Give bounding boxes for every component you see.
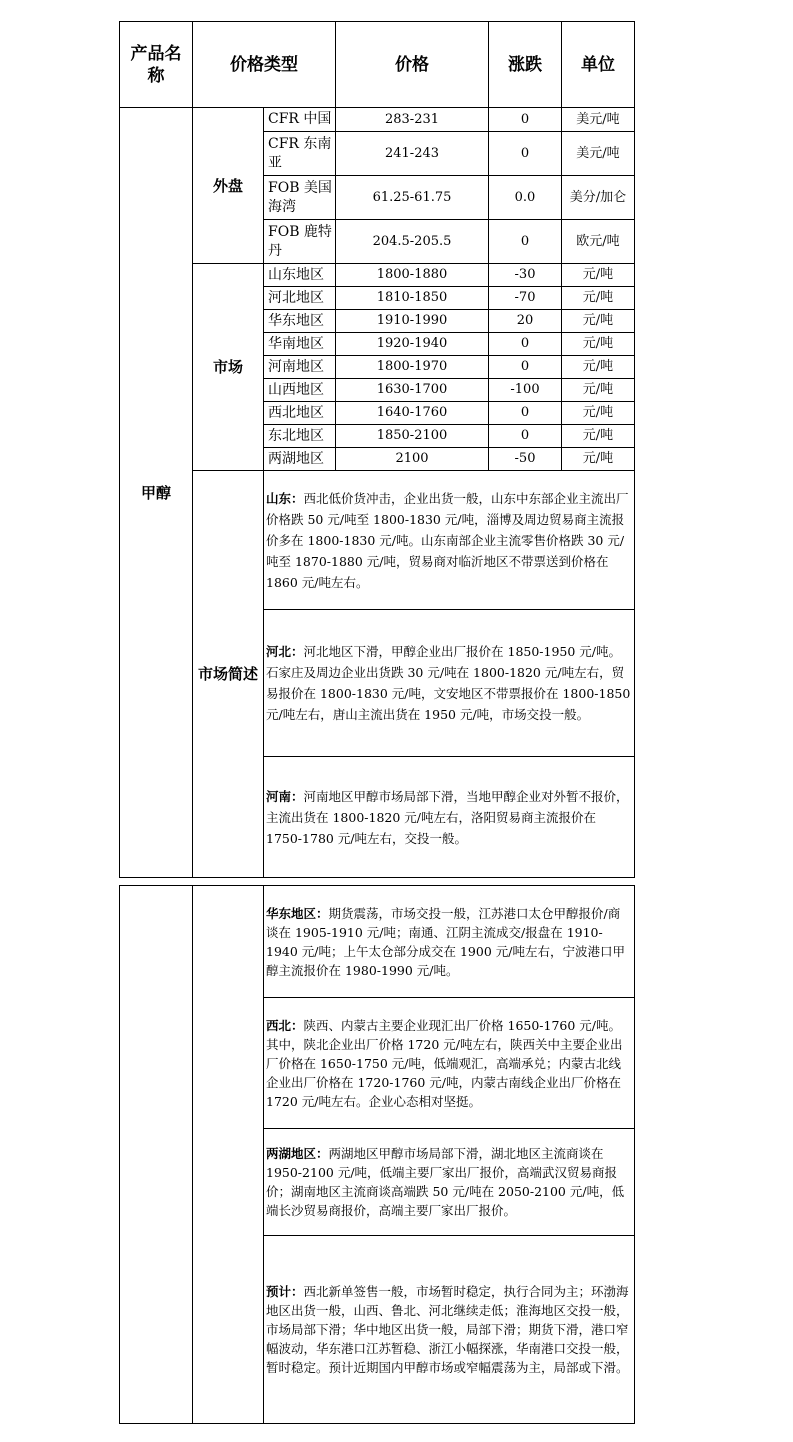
group-outer: 外盘 [193, 108, 264, 264]
row-price: 1850-2100 [336, 425, 489, 448]
summary-region: 河北： [266, 644, 304, 659]
summary-text: 河南地区甲醇市场局部下滑，当地甲醇企业对外暂不报价，主流出货在 1800-1820 元/吨左右，洛阳贸易商主流报价在 1750-1780 元/吨左右，交投一般。 [266, 788, 629, 846]
row-label: 山西地区 [264, 379, 336, 402]
row-change: -50 [489, 448, 562, 471]
row-unit: 元/吨 [562, 264, 635, 287]
row-price: 1810-1850 [336, 287, 489, 310]
summary-huadong [264, 886, 635, 998]
row-label: FOB 鹿特丹 [264, 220, 336, 264]
row-change: 0 [489, 132, 562, 176]
row-price: 241-243 [336, 132, 489, 176]
row-price: 2100 [336, 448, 489, 471]
row-label: 河北地区 [264, 287, 336, 310]
row-change: -70 [489, 287, 562, 310]
row-price: 1800-1970 [336, 356, 489, 379]
summary-xibei [264, 998, 635, 1129]
summary-region: 河南： [266, 788, 304, 804]
row-unit: 元/吨 [562, 425, 635, 448]
row-change: 0 [489, 333, 562, 356]
row-unit: 美元/吨 [562, 108, 635, 132]
header-change: 涨跌 [489, 22, 562, 108]
row-change: 0 [489, 220, 562, 264]
row-label: 河南地区 [264, 356, 336, 379]
row-label: 山东地区 [264, 264, 336, 287]
row-price: 61.25-61.75 [336, 176, 489, 220]
summary-text: 西北低价货冲击，企业出货一般，山东中东部企业主流出厂价格跌 50 元/吨至 1800-1830 元/吨，淄博及周边贸易商主流报价多在 1800-1830 元/吨。山东南部企业主流零售价格跌 30 元/吨至 1870-1880 元/吨，贸易商对临沂地区不带票送到价格在 1860 元/吨左右。 [266, 490, 629, 590]
row-unit: 欧元/吨 [562, 220, 635, 264]
summary-row [120, 471, 635, 610]
summary-region: 西北： [266, 1017, 304, 1033]
row-label: 华南地区 [264, 333, 336, 356]
row-unit: 元/吨 [562, 448, 635, 471]
row-change: 0 [489, 402, 562, 425]
row-price: 204.5-205.5 [336, 220, 489, 264]
row-label: 东北地区 [264, 425, 336, 448]
row-price: 283-231 [336, 108, 489, 132]
row-change: 0 [489, 425, 562, 448]
summary-lianghu [264, 1129, 635, 1236]
row-unit: 美元/吨 [562, 132, 635, 176]
row-unit: 美分/加仑 [562, 176, 635, 220]
table-row [120, 108, 635, 132]
summary-region: 华东地区： [266, 905, 329, 921]
summary-table-continued [119, 885, 635, 1424]
summary-text: 河北地区下滑，甲醇企业出厂报价在 1850-1950 元/吨。石家庄及周边企业出货跌 30 元/吨在 1800-1820 元/吨左右，贸易报价在 1800-1830 元/吨，文安地区不带票报价在 1800-1850 元/吨左右，唐山主流出货在 1950 元/吨，市场交投一般。 [266, 644, 631, 722]
header-price: 价格 [336, 22, 489, 108]
empty-product-cell [120, 886, 193, 1424]
row-price: 1630-1700 [336, 379, 489, 402]
row-label: 西北地区 [264, 402, 336, 425]
row-unit: 元/吨 [562, 333, 635, 356]
empty-group-cell [193, 886, 264, 1424]
summary-henan [264, 757, 635, 878]
group-market: 市场 [193, 264, 264, 471]
summary-text: 期货震荡，市场交投一般，江苏港口太仓甲醇报价/商谈在 1905-1910 元/吨；南通、江阴主流成交/报盘在 1910-1940 元/吨；上午太仓部分成交在 1900 元/吨左右，宁波港口甲醇主流报价在 1980-1990 元/吨。 [266, 905, 625, 978]
product-cell: 甲醇 [120, 108, 193, 878]
summary-text: 两湖地区甲醇市场局部下滑，湖北地区主流商谈在 1950-2100 元/吨，低端主要厂家出厂报价，高端武汉贸易商报价；湖南地区主流商谈高端跌 50 元/吨在 2050-2100 元/吨，低端长沙贸易商报价，高端主要厂家出厂报价。 [266, 1146, 625, 1218]
row-price: 1920-1940 [336, 333, 489, 356]
row-label: CFR 东南亚 [264, 132, 336, 176]
header-unit: 单位 [562, 22, 635, 108]
summary-hebei [264, 610, 635, 757]
row-label: 两湖地区 [264, 448, 336, 471]
row-price: 1910-1990 [336, 310, 489, 333]
row-unit: 元/吨 [562, 356, 635, 379]
summary-region: 预计： [266, 1284, 304, 1299]
row-label: CFR 中国 [264, 108, 336, 132]
summary-row [120, 886, 635, 998]
row-unit: 元/吨 [562, 287, 635, 310]
row-unit: 元/吨 [562, 310, 635, 333]
row-change: 0.0 [489, 176, 562, 220]
summary-text: 西北新单签售一般，市场暂时稳定，执行合同为主；环渤海地区出货一般，山西、鲁北、河北继续走低；淮海地区交投一般，市场局部下滑；华中地区出货一般，局部下滑；期货下滑，港口窄幅波动，华东港口江苏暂稳、浙江小幅探涨，华南港口交投一般，暂时稳定。预计近期国内甲醇市场或窄幅震荡为主，局部或下滑。 [266, 1284, 629, 1375]
row-change: 20 [489, 310, 562, 333]
group-summary: 市场简述 [193, 471, 264, 878]
summary-text: 陕西、内蒙古主要企业现汇出厂价格 1650-1760 元/吨。其中，陕北企业出厂价格 1720 元/吨左右，陕西关中主要企业出厂价格在 1650-1750 元/吨，低端观汇，高端承兑；内蒙古北线企业出厂价格在 1720-1760 元/吨，内蒙古南线企业出厂价格在 1720 元/吨左右。企业心态相对坚挺。 [266, 1017, 623, 1109]
row-change: -100 [489, 379, 562, 402]
row-change: 0 [489, 356, 562, 379]
row-change: -30 [489, 264, 562, 287]
price-table [119, 21, 635, 878]
header-product-name: 产品名称 [120, 22, 193, 108]
row-unit: 元/吨 [562, 402, 635, 425]
row-change: 0 [489, 108, 562, 132]
table-row [120, 264, 635, 287]
row-label: FOB 美国海湾 [264, 176, 336, 220]
row-price: 1640-1760 [336, 402, 489, 425]
header-row [120, 22, 635, 108]
summary-region: 山东： [266, 490, 304, 506]
row-unit: 元/吨 [562, 379, 635, 402]
summary-forecast [264, 1236, 635, 1424]
summary-shandong [264, 471, 635, 610]
header-price-type: 价格类型 [193, 22, 336, 108]
row-price: 1800-1880 [336, 264, 489, 287]
summary-region: 两湖地区： [266, 1146, 329, 1161]
row-label: 华东地区 [264, 310, 336, 333]
